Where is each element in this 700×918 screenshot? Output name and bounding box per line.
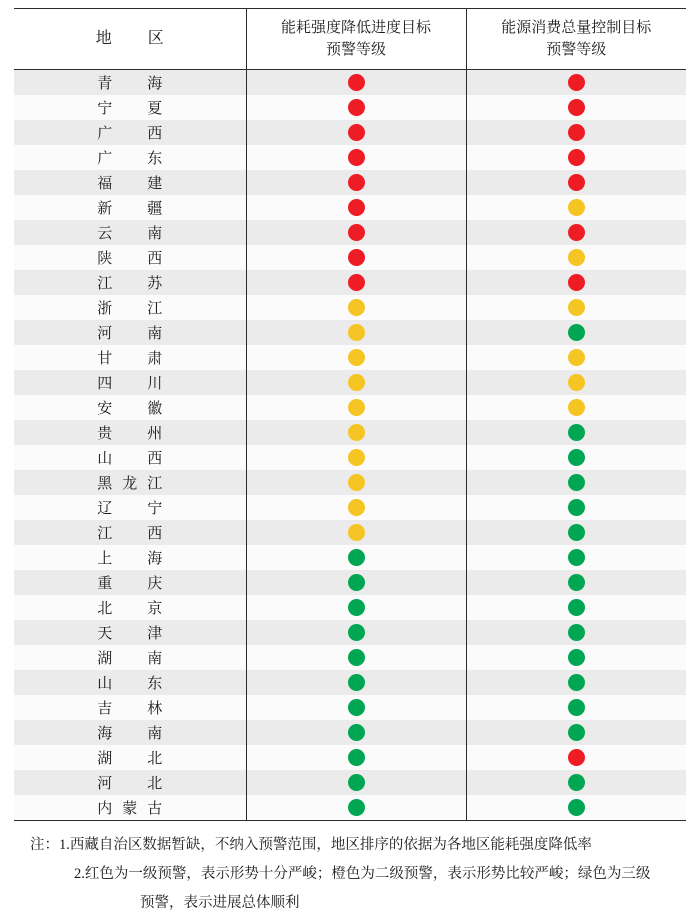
note-line-1: 注：1.西藏自治区数据暂缺，不纳入预警范围，地区排序的依据为各地区能耗强度降低率 [30, 837, 592, 853]
column-header-total-line1: 能源消费总量控制目标 [501, 20, 652, 36]
table-row [14, 595, 686, 620]
table-row [14, 770, 686, 795]
intensity-warning-cell [246, 145, 466, 170]
green-warning-dot-icon [348, 574, 365, 591]
region-name: 甘 肃 [14, 345, 246, 370]
table-row [14, 195, 686, 220]
table-row [14, 695, 686, 720]
note-line-2: 2.红色为一级预警，表示形势十分严峻；橙色为二级预警，表示形势比较严峻；绿色为三级 [74, 866, 651, 882]
table-row [14, 95, 686, 120]
red-warning-dot-icon [568, 274, 585, 291]
yellow-warning-dot-icon [348, 449, 365, 466]
region-name: 河 北 [14, 770, 246, 795]
total-warning-cell [466, 195, 686, 220]
red-warning-dot-icon [568, 149, 585, 166]
green-warning-dot-icon [348, 549, 365, 566]
total-warning-cell [466, 645, 686, 670]
intensity-warning-cell [246, 495, 466, 520]
intensity-warning-cell [246, 520, 466, 545]
green-warning-dot-icon [348, 749, 365, 766]
red-warning-dot-icon [348, 99, 365, 116]
yellow-warning-dot-icon [348, 399, 365, 416]
red-warning-dot-icon [568, 749, 585, 766]
yellow-warning-dot-icon [348, 474, 365, 491]
yellow-warning-dot-icon [568, 249, 585, 266]
intensity-warning-cell [246, 795, 466, 821]
total-warning-cell [466, 220, 686, 245]
table-row [14, 545, 686, 570]
column-header-intensity-line2: 预警等级 [325, 42, 386, 58]
total-warning-cell [466, 670, 686, 695]
region-name: 湖 南 [14, 645, 246, 670]
yellow-warning-dot-icon [568, 299, 585, 316]
green-warning-dot-icon [348, 674, 365, 691]
yellow-warning-dot-icon [348, 349, 365, 366]
table-header-row [14, 9, 686, 70]
intensity-warning-cell [246, 220, 466, 245]
table-row [14, 720, 686, 745]
red-warning-dot-icon [348, 249, 365, 266]
yellow-warning-dot-icon [568, 374, 585, 391]
column-header-total-line2: 预警等级 [546, 42, 607, 58]
column-header-intensity-warning [246, 9, 466, 70]
table-row [14, 145, 686, 170]
red-warning-dot-icon [348, 274, 365, 291]
red-warning-dot-icon [348, 74, 365, 91]
table-row [14, 795, 686, 821]
intensity-warning-cell [246, 95, 466, 120]
table-row [14, 245, 686, 270]
region-name: 山 西 [14, 445, 246, 470]
intensity-warning-cell [246, 470, 466, 495]
yellow-warning-dot-icon [348, 424, 365, 441]
table-row [14, 370, 686, 395]
intensity-warning-cell [246, 720, 466, 745]
column-header-region: 地 区 [14, 9, 246, 70]
table-row [14, 745, 686, 770]
total-warning-cell [466, 320, 686, 345]
table-row [14, 395, 686, 420]
total-warning-cell [466, 770, 686, 795]
table-row [14, 70, 686, 96]
table-row [14, 295, 686, 320]
total-warning-cell [466, 570, 686, 595]
intensity-warning-cell [246, 445, 466, 470]
total-warning-cell [466, 720, 686, 745]
intensity-warning-cell [246, 745, 466, 770]
intensity-warning-cell [246, 370, 466, 395]
total-warning-cell [466, 745, 686, 770]
table-row [14, 520, 686, 545]
total-warning-cell [466, 495, 686, 520]
intensity-warning-cell [246, 320, 466, 345]
table-row [14, 220, 686, 245]
energy-warning-table [14, 8, 686, 821]
total-warning-cell [466, 170, 686, 195]
intensity-warning-cell [246, 295, 466, 320]
region-name: 安 徽 [14, 395, 246, 420]
region-name: 四 川 [14, 370, 246, 395]
region-name: 黑龙江 [14, 470, 246, 495]
green-warning-dot-icon [568, 624, 585, 641]
region-name: 青 海 [14, 70, 246, 96]
red-warning-dot-icon [568, 124, 585, 141]
table-row [14, 170, 686, 195]
intensity-warning-cell [246, 695, 466, 720]
table-row [14, 345, 686, 370]
yellow-warning-dot-icon [348, 324, 365, 341]
region-name: 陕 西 [14, 245, 246, 270]
table-row [14, 620, 686, 645]
total-warning-cell [466, 270, 686, 295]
total-warning-cell [466, 145, 686, 170]
region-name: 重 庆 [14, 570, 246, 595]
total-warning-cell [466, 620, 686, 645]
red-warning-dot-icon [348, 174, 365, 191]
intensity-warning-cell [246, 170, 466, 195]
table-row [14, 670, 686, 695]
green-warning-dot-icon [568, 324, 585, 341]
region-name: 浙 江 [14, 295, 246, 320]
total-warning-cell [466, 470, 686, 495]
green-warning-dot-icon [568, 649, 585, 666]
table-row [14, 470, 686, 495]
intensity-warning-cell [246, 420, 466, 445]
region-name: 内蒙古 [14, 795, 246, 821]
total-warning-cell [466, 695, 686, 720]
region-name: 福 建 [14, 170, 246, 195]
region-name: 广 西 [14, 120, 246, 145]
red-warning-dot-icon [348, 199, 365, 216]
red-warning-dot-icon [348, 124, 365, 141]
total-warning-cell [466, 245, 686, 270]
intensity-warning-cell [246, 595, 466, 620]
region-name: 海 南 [14, 720, 246, 745]
green-warning-dot-icon [568, 699, 585, 716]
green-warning-dot-icon [348, 799, 365, 816]
table-notes [30, 831, 670, 918]
green-warning-dot-icon [348, 699, 365, 716]
green-warning-dot-icon [568, 724, 585, 741]
red-warning-dot-icon [348, 224, 365, 241]
region-name: 北 京 [14, 595, 246, 620]
intensity-warning-cell [246, 245, 466, 270]
intensity-warning-cell [246, 645, 466, 670]
green-warning-dot-icon [568, 674, 585, 691]
total-warning-cell [466, 420, 686, 445]
total-warning-cell [466, 345, 686, 370]
green-warning-dot-icon [348, 649, 365, 666]
yellow-warning-dot-icon [348, 524, 365, 541]
intensity-warning-cell [246, 670, 466, 695]
intensity-warning-cell [246, 620, 466, 645]
red-warning-dot-icon [568, 99, 585, 116]
green-warning-dot-icon [568, 574, 585, 591]
region-name: 宁 夏 [14, 95, 246, 120]
region-name: 吉 林 [14, 695, 246, 720]
table-row [14, 420, 686, 445]
note-line-3: 预警，表示进展总体顺利 [140, 895, 300, 911]
total-warning-cell [466, 70, 686, 96]
green-warning-dot-icon [348, 774, 365, 791]
total-warning-cell [466, 120, 686, 145]
region-name: 云 南 [14, 220, 246, 245]
total-warning-cell [466, 795, 686, 821]
green-warning-dot-icon [568, 449, 585, 466]
region-name: 天 津 [14, 620, 246, 645]
table-row [14, 120, 686, 145]
intensity-warning-cell [246, 120, 466, 145]
table-row [14, 320, 686, 345]
region-name: 河 南 [14, 320, 246, 345]
total-warning-cell [466, 95, 686, 120]
green-warning-dot-icon [568, 499, 585, 516]
green-warning-dot-icon [568, 774, 585, 791]
intensity-warning-cell [246, 570, 466, 595]
region-name: 辽 宁 [14, 495, 246, 520]
region-name: 江 苏 [14, 270, 246, 295]
intensity-warning-cell [246, 270, 466, 295]
green-warning-dot-icon [348, 724, 365, 741]
total-warning-cell [466, 520, 686, 545]
total-warning-cell [466, 295, 686, 320]
green-warning-dot-icon [348, 599, 365, 616]
total-warning-cell [466, 545, 686, 570]
intensity-warning-cell [246, 345, 466, 370]
column-header-intensity-line1: 能耗强度降低进度目标 [280, 20, 431, 36]
total-warning-cell [466, 445, 686, 470]
intensity-warning-cell [246, 770, 466, 795]
red-warning-dot-icon [568, 174, 585, 191]
total-warning-cell [466, 595, 686, 620]
yellow-warning-dot-icon [348, 299, 365, 316]
total-warning-cell [466, 395, 686, 420]
intensity-warning-cell [246, 395, 466, 420]
region-name: 山 东 [14, 670, 246, 695]
yellow-warning-dot-icon [348, 499, 365, 516]
region-name: 贵 州 [14, 420, 246, 445]
intensity-warning-cell [246, 195, 466, 220]
yellow-warning-dot-icon [348, 374, 365, 391]
table-row [14, 570, 686, 595]
column-header-total-warning [466, 9, 686, 70]
region-name: 新 疆 [14, 195, 246, 220]
total-warning-cell [466, 370, 686, 395]
region-name: 江 西 [14, 520, 246, 545]
green-warning-dot-icon [348, 624, 365, 641]
region-name: 上 海 [14, 545, 246, 570]
intensity-warning-cell [246, 545, 466, 570]
green-warning-dot-icon [568, 474, 585, 491]
intensity-warning-cell [246, 70, 466, 96]
green-warning-dot-icon [568, 424, 585, 441]
green-warning-dot-icon [568, 549, 585, 566]
green-warning-dot-icon [568, 599, 585, 616]
table-row [14, 495, 686, 520]
table-body [14, 70, 686, 821]
region-name: 湖 北 [14, 745, 246, 770]
red-warning-dot-icon [568, 74, 585, 91]
table-row [14, 270, 686, 295]
table-header [14, 9, 686, 70]
yellow-warning-dot-icon [568, 399, 585, 416]
table-row [14, 445, 686, 470]
table-row [14, 645, 686, 670]
region-name: 广 东 [14, 145, 246, 170]
red-warning-dot-icon [348, 149, 365, 166]
yellow-warning-dot-icon [568, 349, 585, 366]
yellow-warning-dot-icon [568, 199, 585, 216]
red-warning-dot-icon [568, 224, 585, 241]
green-warning-dot-icon [568, 524, 585, 541]
green-warning-dot-icon [568, 799, 585, 816]
